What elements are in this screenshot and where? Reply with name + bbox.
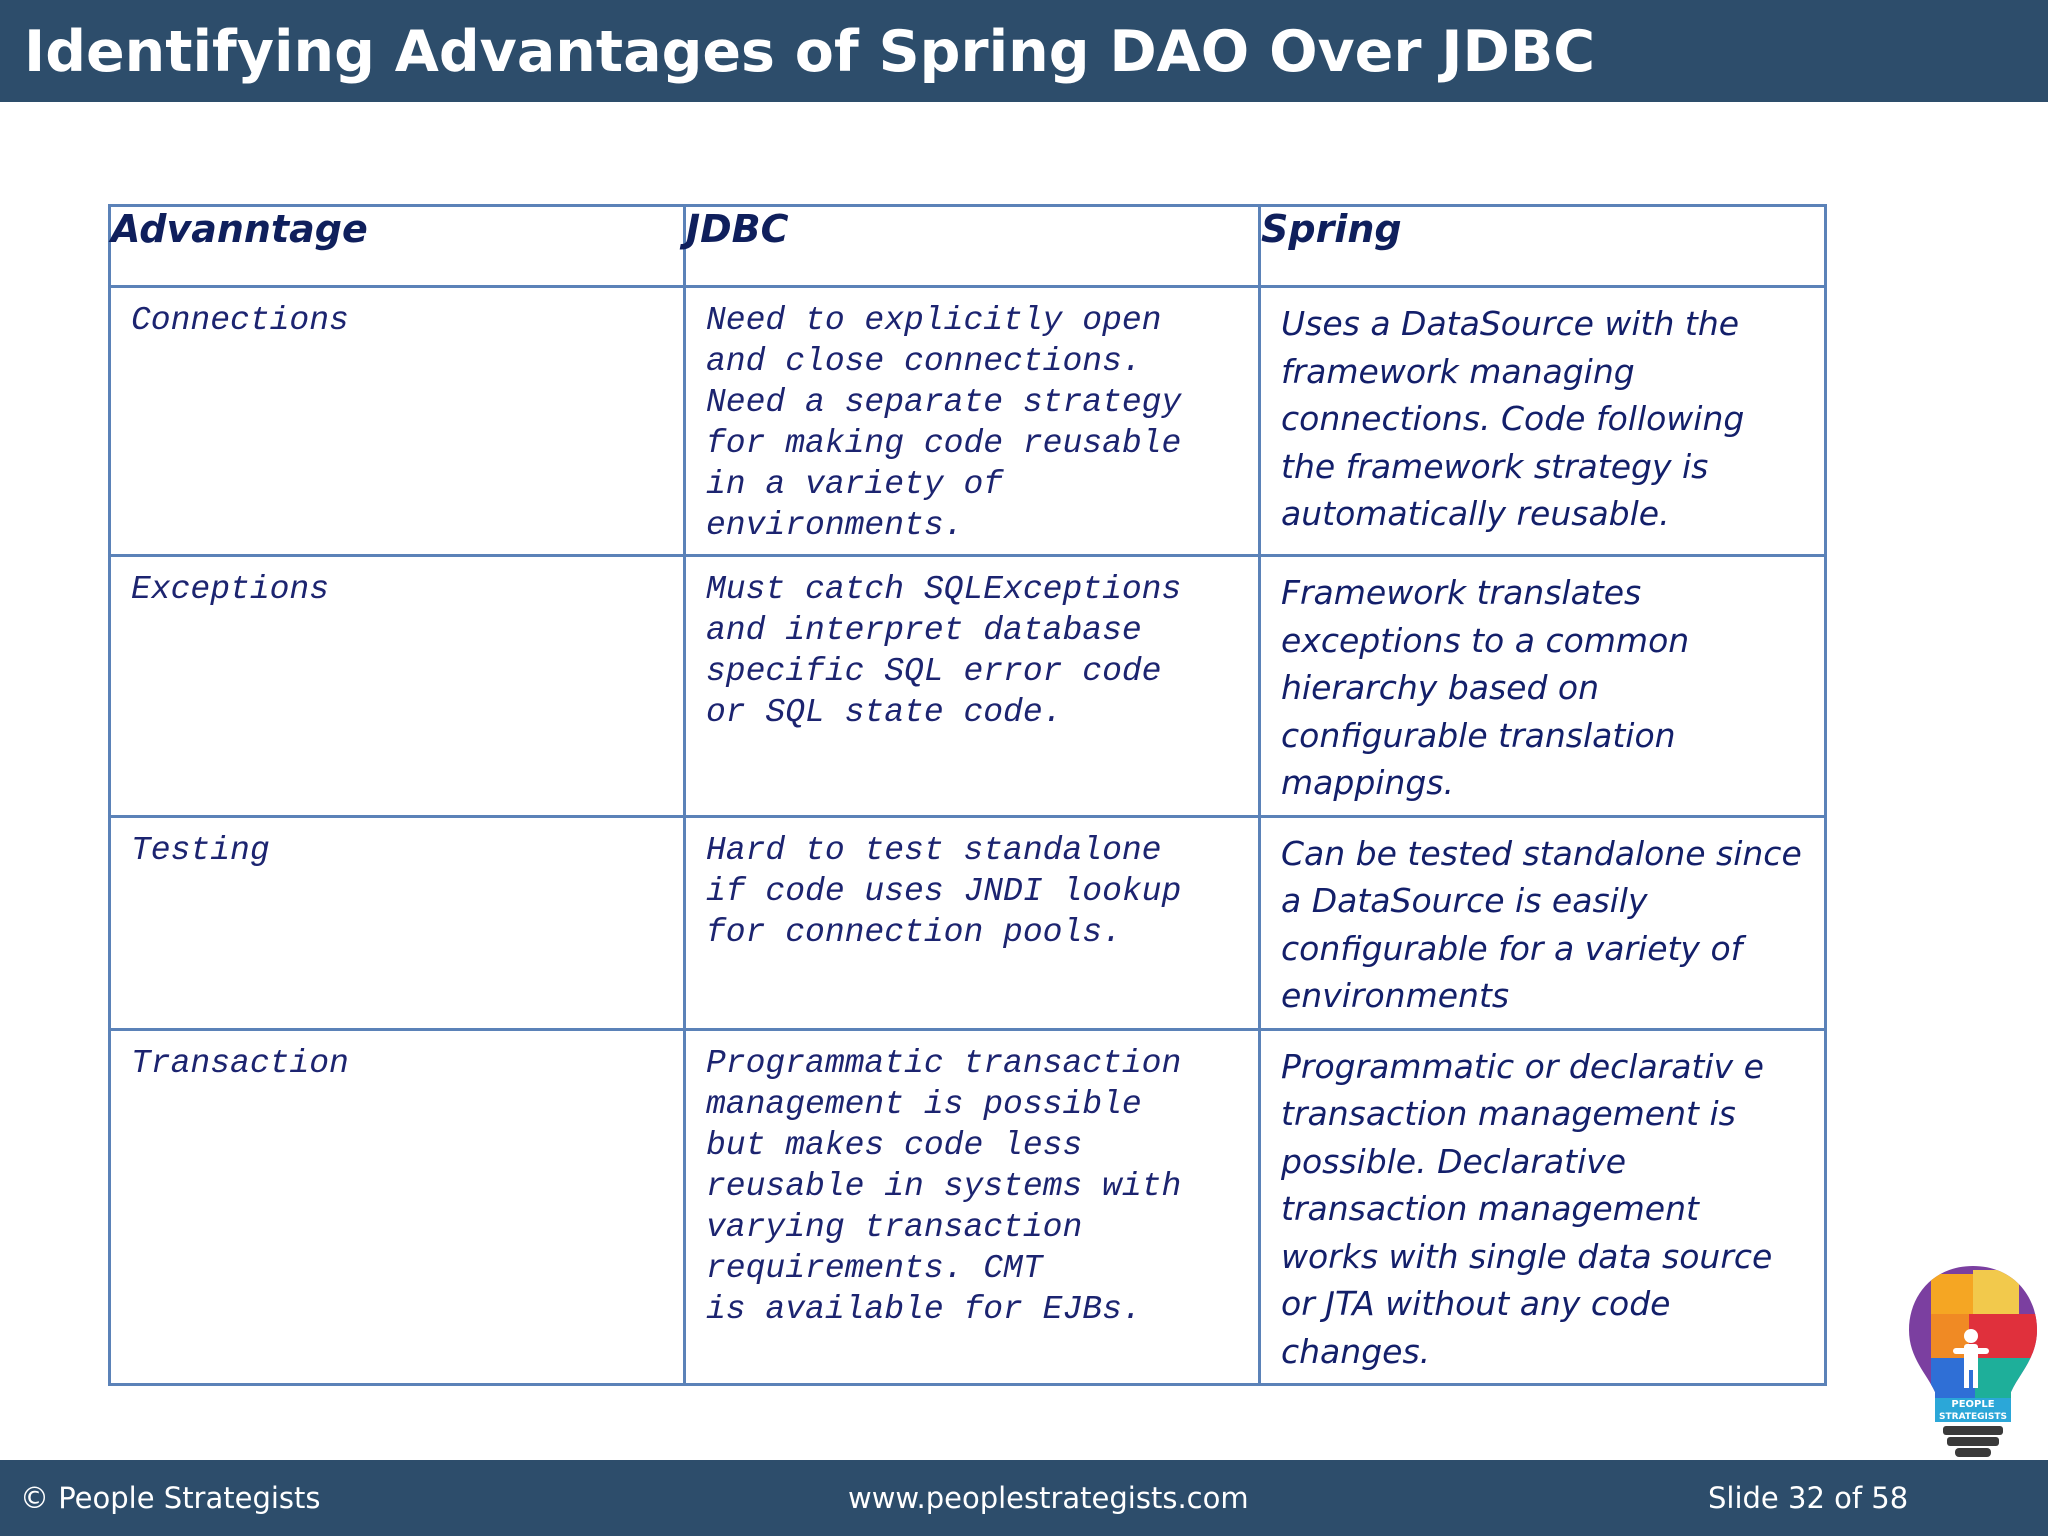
logo-line-1: PEOPLE (1951, 1399, 1995, 1410)
slide-title: Identifying Advantages of Spring DAO Over JDBC (24, 19, 1596, 85)
jdbc-cell (685, 287, 1260, 556)
advantage-cell (110, 287, 685, 556)
footer-slide-number: Slide 32 of 58 (1708, 1481, 1909, 1515)
footer-website: www.peoplestrategists.com (848, 1481, 1249, 1515)
advantage-cell (110, 1029, 685, 1385)
spring-cell (1260, 1029, 1826, 1385)
comparison-table (108, 204, 1827, 1386)
footer-bar (0, 1460, 2048, 1536)
jdbc-text: Need to explicitly open and close connections. Need a separate strategy for making code reusable in a variety of environments. (706, 302, 1182, 544)
table-row (110, 556, 1826, 817)
spring-cell (1260, 816, 1826, 1029)
jdbc-cell (685, 556, 1260, 817)
spring-text: Programmatic or declarativ e transaction management is possible. Declarative transaction management works with single data source or JTA without any code changes. (1281, 1046, 1773, 1371)
jdbc-text: Must catch SQLExceptions and interpret database specific SQL error code or SQL state code. (706, 571, 1182, 731)
advantage-text: Connections (131, 302, 349, 339)
jdbc-cell (685, 1029, 1260, 1385)
table-row (110, 287, 1826, 556)
header-advantage: Advanntage (110, 206, 685, 287)
lightbulb-puzzle-icon (1905, 1262, 2041, 1460)
spring-cell (1260, 556, 1826, 817)
title-bar (0, 0, 2048, 102)
spring-text: Framework translates exceptions to a common hierarchy based on configurable translation mappings. (1281, 573, 1690, 802)
advantage-text: Transaction (131, 1044, 349, 1082)
advantage-cell (110, 816, 685, 1029)
table-row (110, 1029, 1826, 1385)
advantage-text: Exceptions (131, 571, 330, 608)
advantage-text: Testing (131, 831, 270, 869)
logo-line-2: STRATEGISTS (1939, 1412, 2007, 1422)
footer-copyright: © People Strategists (20, 1481, 321, 1515)
table-header-row (110, 206, 1826, 287)
spring-text: Can be tested standalone since a DataSource is easily configurable for a variety of environments (1281, 833, 1802, 1015)
spring-cell (1260, 287, 1826, 556)
table-row (110, 816, 1826, 1029)
header-spring: Spring (1260, 206, 1826, 287)
jdbc-text: Hard to test standalone if code uses JNDI lookup for connection pools. (706, 831, 1182, 951)
spring-text: Uses a DataSource with the framework managing connections. Code following the framework strategy is automatically reusable. (1281, 304, 1745, 533)
jdbc-text: Programmatic transaction management is possible but makes code less reusable in systems with varying transaction requirements. CMT is available for EJBs. (706, 1044, 1182, 1328)
advantage-cell (110, 556, 685, 817)
jdbc-cell (685, 816, 1260, 1029)
header-jdbc: JDBC (685, 206, 1260, 287)
